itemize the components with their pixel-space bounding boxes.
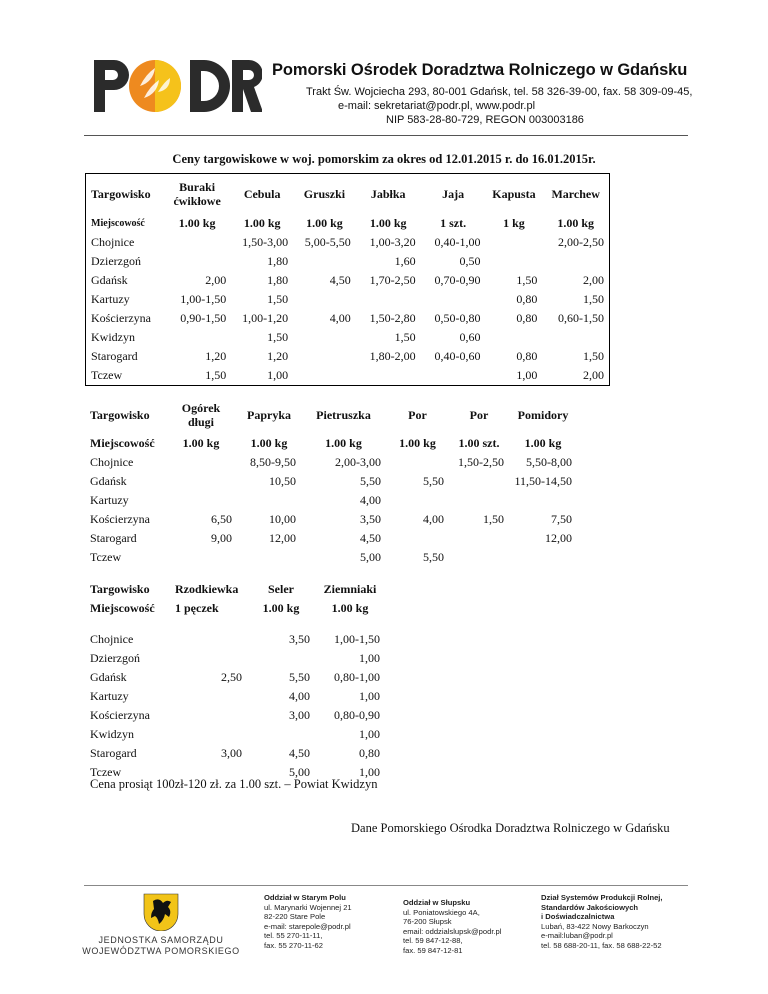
footer-line: ul. Poniatowskiego 4A, bbox=[403, 907, 480, 917]
price-cell: 1,50-2,80 bbox=[369, 311, 416, 325]
price-cell bbox=[163, 233, 231, 252]
price-cell: 0,80-0,90 bbox=[334, 708, 380, 722]
price-cell: 0,80 bbox=[516, 349, 538, 363]
footer-line: e-mail:luban@podr.pl bbox=[541, 931, 613, 941]
price-cell: 1,80 bbox=[267, 273, 289, 287]
unit-cell: 1.00 kg bbox=[250, 436, 288, 450]
column-header: Seler bbox=[268, 582, 294, 596]
footer-line: Oddział w Starym Polu bbox=[264, 893, 346, 902]
price-cell bbox=[386, 529, 449, 548]
footer-line: Standardów Jakościowych bbox=[541, 902, 639, 912]
price-cell bbox=[170, 687, 247, 706]
footer-line: 82-220 Stare Pole bbox=[264, 912, 326, 922]
price-cell: 4,50 bbox=[360, 531, 381, 545]
price-cell bbox=[165, 491, 237, 510]
price-cell bbox=[293, 252, 356, 271]
unit-cell: 1 pęczek bbox=[175, 601, 219, 615]
market-name-cell: Dzierzgoń bbox=[91, 254, 141, 268]
price-cell: 1,00-1,50 bbox=[334, 632, 380, 646]
table-row bbox=[86, 252, 610, 271]
unit-cell: 1.00 kg bbox=[262, 601, 300, 615]
market-name-cell: Chojnice bbox=[90, 632, 134, 646]
price-cell: 1,00 bbox=[359, 689, 380, 703]
price-cell bbox=[486, 252, 543, 271]
column-header: Rzodkiewka bbox=[175, 582, 239, 596]
price-cell: 5,50 bbox=[289, 670, 310, 684]
price-cell: 2,00-3,00 bbox=[335, 455, 381, 469]
price-cell: 1,50 bbox=[483, 512, 504, 526]
table-row bbox=[85, 630, 385, 649]
price-table-1 bbox=[85, 173, 610, 386]
table-unit-row bbox=[85, 599, 385, 618]
price-cell: 2,00-2,50 bbox=[558, 235, 604, 249]
voivodeship-crest-icon bbox=[143, 893, 179, 931]
table-unit-row bbox=[85, 434, 577, 453]
table-row bbox=[86, 328, 610, 347]
column-header: Ziemniaki bbox=[323, 582, 377, 596]
price-cell: 8,50-9,50 bbox=[250, 455, 296, 469]
price-cell bbox=[293, 328, 356, 347]
market-name-cell: Kościerzyna bbox=[91, 311, 151, 325]
price-cell: 0,80 bbox=[359, 746, 380, 760]
crest-caption-line2: WOJEWÓDZTWA POMORSKIEGO bbox=[82, 946, 240, 956]
price-cell: 1,50 bbox=[516, 273, 538, 287]
price-cell bbox=[449, 472, 509, 491]
podr-logo bbox=[92, 58, 262, 114]
price-cell: 0,50-0,80 bbox=[434, 311, 481, 325]
price-cell: 5,00 bbox=[289, 765, 310, 779]
table-unit-row bbox=[86, 214, 610, 233]
price-cell bbox=[293, 290, 356, 309]
price-cell: 1,00 bbox=[359, 765, 380, 779]
price-cell: 4,00 bbox=[360, 493, 381, 507]
footer-line: i Doświadczalnictwa bbox=[541, 912, 615, 922]
price-cell bbox=[542, 252, 609, 271]
org-nip: NIP 583-28-80-729, REGON 003003186 bbox=[386, 114, 584, 126]
price-cell: 1,00 bbox=[359, 651, 380, 665]
price-cell: 0,60 bbox=[459, 330, 481, 344]
table-header-row bbox=[85, 396, 577, 434]
price-cell bbox=[486, 233, 543, 252]
table-row bbox=[85, 687, 385, 706]
price-cell: 1,00 bbox=[267, 368, 289, 382]
unit-cell: 1.00 kg bbox=[399, 436, 436, 450]
price-cell bbox=[170, 649, 247, 668]
price-cell bbox=[247, 725, 315, 744]
unit-cell: Miejscowość bbox=[90, 601, 155, 615]
footer-line: tel. 55 270-11-11, bbox=[264, 931, 323, 941]
market-name-cell: Kartuzy bbox=[90, 493, 129, 507]
unit-cell: 1.00 kg bbox=[557, 216, 594, 230]
price-cell bbox=[165, 472, 237, 491]
price-cell bbox=[170, 706, 247, 725]
table-body bbox=[85, 453, 577, 567]
footer-line: 76-200 Słupsk bbox=[403, 917, 452, 927]
column-header: Buraki ćwikłowe bbox=[173, 180, 221, 208]
price-cell: 1,50 bbox=[205, 368, 227, 382]
footer-line: Lubań, 83-422 Nowy Barkoczyn bbox=[541, 921, 649, 931]
column-header: Por bbox=[408, 407, 427, 422]
price-cell: 10,00 bbox=[269, 512, 296, 526]
price-cell: 1,00 bbox=[516, 368, 538, 382]
price-cell: 10,50 bbox=[269, 474, 296, 488]
footer-line: tel. 58 688-20-11, fax. 58 688-22-52 bbox=[541, 940, 662, 950]
price-cell: 1,20 bbox=[267, 349, 289, 363]
price-cell bbox=[170, 725, 247, 744]
column-header: Ogórek długi bbox=[181, 401, 221, 429]
price-cell bbox=[542, 328, 609, 347]
header-divider bbox=[84, 135, 688, 136]
price-table-3 bbox=[85, 580, 385, 782]
price-cell: 11,50-14,50 bbox=[514, 474, 572, 488]
column-header: Pomidory bbox=[517, 407, 569, 422]
org-email: e-mail: sekretariat@podr.pl, www.podr.pl bbox=[338, 100, 536, 112]
unit-cell: Miejscowość bbox=[90, 436, 155, 450]
price-cell: 0,80-1,00 bbox=[334, 670, 380, 684]
price-cell: 1,50 bbox=[267, 330, 289, 344]
price-cell: 4,50 bbox=[329, 273, 351, 287]
footer-branch-stare-pole bbox=[264, 893, 352, 951]
column-header: Targowisko bbox=[90, 407, 150, 422]
price-cell: 1,50 bbox=[583, 292, 604, 306]
price-cell: 1,50-3,00 bbox=[242, 235, 289, 249]
market-name-cell: Chojnice bbox=[90, 455, 134, 469]
unit-cell: 1.00 kg bbox=[331, 601, 369, 615]
price-cell: 0,60-1,50 bbox=[558, 311, 604, 325]
table-row bbox=[86, 290, 610, 309]
footer-line: Oddział w Słupsku bbox=[403, 898, 471, 907]
price-cell: 3,50 bbox=[360, 512, 381, 526]
price-cell: 9,00 bbox=[211, 531, 232, 545]
price-cell: 5,50 bbox=[423, 474, 444, 488]
column-header: Cebula bbox=[243, 186, 281, 201]
table-spacer bbox=[85, 618, 385, 630]
crest-caption-line1: JEDNOSTKA SAMORZĄDU bbox=[98, 935, 224, 945]
table-row bbox=[85, 649, 385, 668]
column-header: Targowisko bbox=[90, 582, 150, 596]
price-cell bbox=[237, 491, 301, 510]
table-row bbox=[85, 491, 577, 510]
price-cell: 1,00-3,20 bbox=[369, 235, 416, 249]
unit-cell: 1.00 szt. bbox=[458, 436, 500, 450]
market-name-cell: Starogard bbox=[91, 349, 138, 363]
table-row bbox=[85, 548, 577, 567]
price-cell: 3,00 bbox=[221, 746, 242, 760]
column-header: Pietruszka bbox=[316, 407, 371, 422]
unit-cell: 1.00 kg bbox=[325, 436, 362, 450]
table-row bbox=[86, 233, 610, 252]
table-row bbox=[86, 347, 610, 366]
footer-department-luban bbox=[541, 893, 663, 951]
price-cell: 0,80 bbox=[516, 311, 538, 325]
price-cell bbox=[356, 366, 421, 386]
table-row bbox=[85, 453, 577, 472]
data-source-note: Dane Pomorskiego Ośrodka Doradztwa Rolniczego w Gdańsku bbox=[351, 821, 670, 835]
price-cell: 6,50 bbox=[211, 512, 232, 526]
price-cell bbox=[237, 548, 301, 567]
price-cell: 5,00 bbox=[360, 550, 381, 564]
footer-branch-slupsk bbox=[403, 898, 501, 956]
price-table-2 bbox=[85, 396, 577, 567]
price-cell: 1,50 bbox=[267, 292, 289, 306]
table-row bbox=[86, 271, 610, 290]
price-cell: 1,80-2,00 bbox=[369, 349, 416, 363]
price-cell: 1,00-1,20 bbox=[242, 311, 289, 325]
table-row bbox=[85, 725, 385, 744]
table-header-row bbox=[85, 580, 385, 599]
org-name: Pomorski Ośrodek Doradztwa Rolniczego w Gdańsku bbox=[272, 61, 688, 79]
price-cell bbox=[356, 290, 421, 309]
price-cell: 0,80 bbox=[516, 292, 538, 306]
footer-line: Dział Systemów Produkcji Rolnej, bbox=[541, 893, 663, 902]
price-cell: 1,50-2,50 bbox=[458, 455, 504, 469]
market-name-cell: Starogard bbox=[90, 746, 137, 760]
price-cell: 2,00 bbox=[583, 273, 604, 287]
table-row bbox=[85, 668, 385, 687]
market-name-cell: Kartuzy bbox=[90, 689, 129, 703]
price-cell: 1,20 bbox=[205, 349, 227, 363]
market-name-cell: Gdańsk bbox=[90, 670, 127, 684]
price-cell: 12,00 bbox=[545, 531, 572, 545]
unit-cell: 1.00 kg bbox=[182, 436, 220, 450]
unit-cell: 1.00 kg bbox=[369, 216, 407, 230]
price-cell: 2,00 bbox=[583, 368, 604, 382]
price-cell bbox=[421, 290, 486, 309]
market-name-cell: Tczew bbox=[90, 765, 122, 779]
price-cell bbox=[163, 328, 231, 347]
market-name-cell: Dzierzgoń bbox=[90, 651, 140, 665]
column-header: Por bbox=[469, 407, 489, 422]
price-cell: 12,00 bbox=[269, 531, 296, 545]
price-cell: 7,50 bbox=[551, 512, 572, 526]
market-name-cell: Kościerzyna bbox=[90, 708, 150, 722]
price-cell bbox=[386, 491, 449, 510]
price-cell bbox=[509, 491, 577, 510]
footer-line: tel. 59 847-12-88, bbox=[403, 936, 463, 946]
market-name-cell: Tczew bbox=[91, 368, 123, 382]
price-cell: 5,50 bbox=[360, 474, 381, 488]
unit-cell: 1.00 kg bbox=[243, 216, 281, 230]
price-cell: 5,00-5,50 bbox=[304, 235, 351, 249]
table-row bbox=[86, 366, 610, 386]
price-cell: 0,40-0,60 bbox=[434, 349, 481, 363]
price-cell bbox=[486, 328, 543, 347]
price-cell bbox=[165, 453, 237, 472]
column-header: Jaja bbox=[442, 186, 465, 201]
price-cell: 4,00 bbox=[329, 311, 351, 325]
price-cell bbox=[170, 630, 247, 649]
price-cell: 1,00 bbox=[359, 727, 380, 741]
price-cell: 3,00 bbox=[289, 708, 310, 722]
price-cell: 0,50 bbox=[459, 254, 481, 268]
unit-cell: 1 szt. bbox=[440, 216, 467, 230]
table-row bbox=[85, 510, 577, 529]
table-row bbox=[86, 309, 610, 328]
price-cell bbox=[449, 548, 509, 567]
unit-cell: Miejscowość bbox=[91, 218, 145, 229]
price-cell bbox=[163, 252, 231, 271]
market-name-cell: Gdańsk bbox=[91, 273, 128, 287]
table-row bbox=[85, 706, 385, 725]
org-address: Trakt Św. Wojciecha 293, 80-001 Gdańsk, tel. 58 326-39-00, fax. 58 309-09-45, bbox=[306, 86, 693, 98]
unit-cell: 1.00 kg bbox=[524, 436, 562, 450]
market-name-cell: Gdańsk bbox=[90, 474, 127, 488]
column-header: Targowisko bbox=[91, 186, 151, 201]
price-cell: 2,00 bbox=[205, 273, 227, 287]
price-cell: 3,50 bbox=[289, 632, 310, 646]
table-body bbox=[86, 233, 610, 386]
footer-divider bbox=[84, 885, 688, 886]
price-cell: 2,50 bbox=[221, 670, 242, 684]
unit-cell: 1.00 kg bbox=[306, 216, 343, 230]
price-cell: 0,90-1,50 bbox=[180, 311, 227, 325]
price-cell bbox=[509, 548, 577, 567]
price-cell: 0,40-1,00 bbox=[434, 235, 481, 249]
price-cell: 5,50 bbox=[423, 550, 444, 564]
price-cell: 4,00 bbox=[289, 689, 310, 703]
footer-line: ul. Marynarki Wojennej 21 bbox=[264, 902, 352, 912]
price-cell: 5,50-8,00 bbox=[526, 455, 572, 469]
price-cell: 1,50 bbox=[583, 349, 604, 363]
table-row bbox=[85, 744, 385, 763]
market-name-cell: Kwidzyn bbox=[91, 330, 135, 344]
price-cell bbox=[165, 548, 237, 567]
table-row bbox=[85, 472, 577, 491]
column-header: Gruszki bbox=[303, 186, 346, 201]
price-cell bbox=[449, 491, 509, 510]
price-cell bbox=[421, 366, 486, 386]
price-cell bbox=[293, 347, 356, 366]
footer-line: email: oddzialslupsk@podr.pl bbox=[403, 926, 502, 936]
price-cell bbox=[386, 453, 449, 472]
footer-line: e-mail: starepole@podr.pl bbox=[264, 921, 351, 931]
document-title: Ceny targowiskowe w woj. pomorskim za okres od 12.01.2015 r. do 16.01.2015r. bbox=[172, 152, 596, 166]
piglet-price-note: Cena prosiąt 100zł-120 zł. za 1.00 szt. – Powiat Kwidzyn bbox=[90, 777, 378, 791]
price-cell: 1,80 bbox=[267, 254, 289, 268]
market-name-cell: Kartuzy bbox=[91, 292, 130, 306]
price-cell: 1,00-1,50 bbox=[180, 292, 227, 306]
price-cell: 4,50 bbox=[289, 746, 310, 760]
price-cell bbox=[293, 366, 356, 386]
price-cell: 1,70-2,50 bbox=[369, 273, 416, 287]
footer-line: fax. 59 847-12-81 bbox=[403, 945, 463, 955]
price-cell bbox=[247, 649, 315, 668]
table-body bbox=[85, 630, 385, 782]
price-cell: 1,50 bbox=[394, 330, 416, 344]
price-cell: 0,70-0,90 bbox=[434, 273, 481, 287]
market-name-cell: Kościerzyna bbox=[90, 512, 150, 526]
market-name-cell: Tczew bbox=[90, 550, 122, 564]
table-header-row bbox=[86, 174, 610, 215]
market-name-cell: Starogard bbox=[90, 531, 137, 545]
column-header: Marchew bbox=[551, 186, 600, 201]
price-cell: 4,00 bbox=[423, 512, 444, 526]
column-header: Jabłka bbox=[370, 186, 406, 201]
column-header: Kapusta bbox=[492, 186, 536, 201]
market-name-cell: Kwidzyn bbox=[90, 727, 134, 741]
footer-line: fax. 55 270-11-62 bbox=[264, 940, 323, 950]
unit-cell: 1 kg bbox=[503, 216, 525, 230]
market-name-cell: Chojnice bbox=[91, 235, 135, 249]
price-cell bbox=[449, 529, 509, 548]
unit-cell: 1.00 kg bbox=[178, 216, 216, 230]
column-header: Papryka bbox=[246, 407, 291, 422]
table-row bbox=[85, 529, 577, 548]
price-cell: 1,60 bbox=[394, 254, 416, 268]
